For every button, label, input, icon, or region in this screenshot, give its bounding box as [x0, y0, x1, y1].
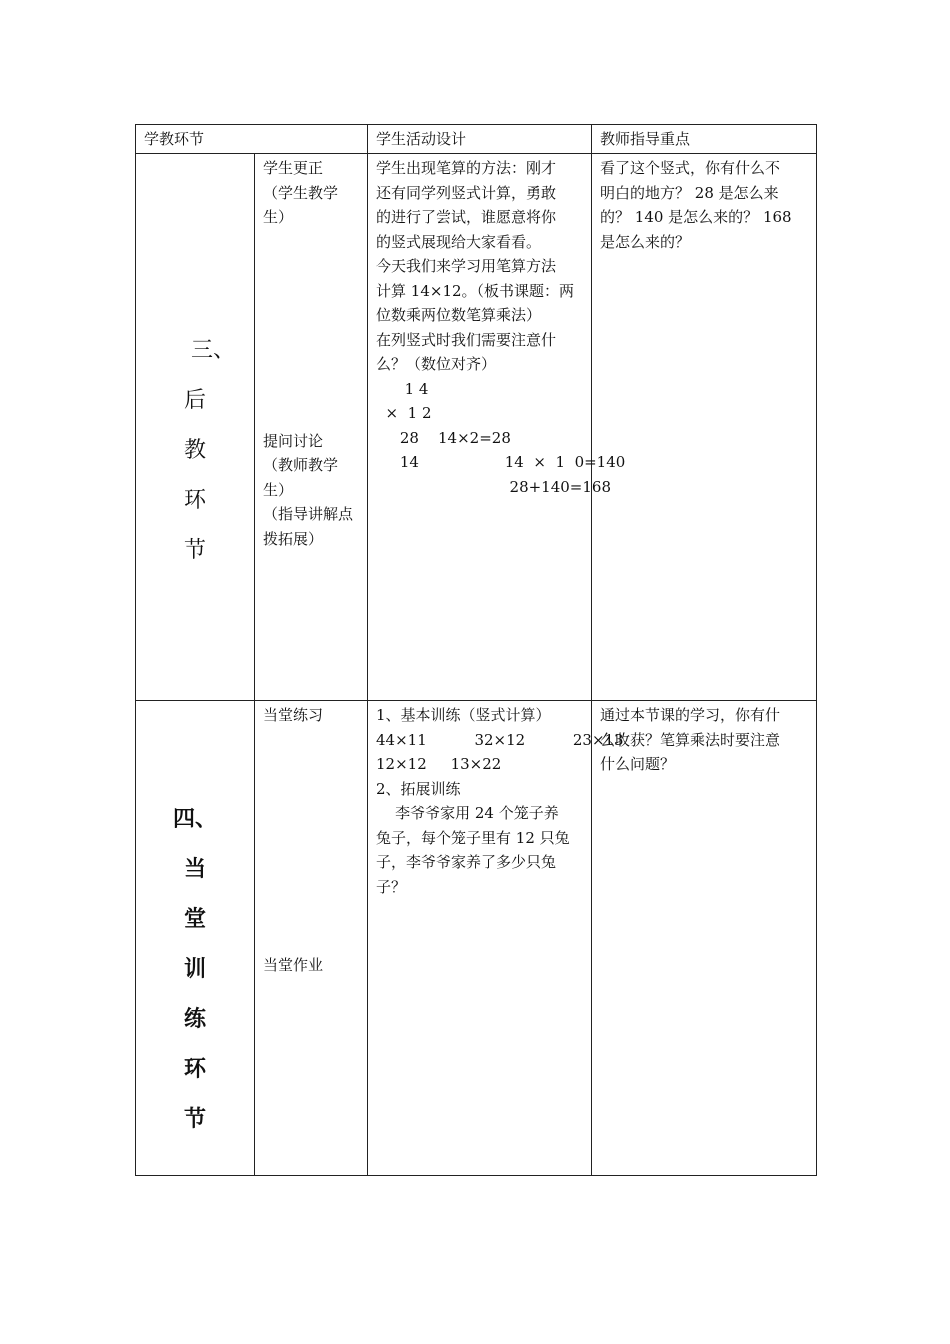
- section4-step2: 当堂作业: [263, 955, 324, 974]
- activity-line: 么？（数位对齐）: [376, 355, 497, 373]
- activity-line: 李爷爷家用 24 个笼子养: [376, 804, 559, 822]
- section3-steps-cell: [255, 154, 368, 701]
- section4-title-char: 环: [183, 1057, 206, 1082]
- section4-title-char: 练: [183, 1007, 206, 1032]
- section4-row: [136, 701, 817, 1176]
- section4-title-char: 四、: [172, 807, 217, 832]
- guidance-line: 明白的地方？ 28 是怎么来: [600, 183, 779, 202]
- section4-title-char: 节: [183, 1107, 206, 1132]
- section4-guidance-cell: [592, 701, 817, 1176]
- section3-title-cell: [136, 154, 255, 701]
- activity-line: 在列竖式时我们需要注意什: [376, 330, 557, 349]
- guidance-line: 什么问题？: [600, 755, 676, 773]
- activity-line: 的进行了尝试，谁愿意将你: [376, 208, 557, 226]
- guidance-line: 通过本节课的学习，你有什: [600, 706, 781, 724]
- activity-line: 12×12 13×22: [376, 755, 502, 773]
- activity-line: 子，李爷爷家养了多少只兔: [376, 853, 557, 871]
- section4-title-char: 堂: [183, 907, 206, 932]
- section4-steps-cell: [255, 701, 368, 1176]
- vertical-calc-line: 28+140=168: [376, 477, 612, 496]
- guidance-line: 么收获？笔算乘法时要注意: [600, 730, 781, 749]
- spacer: [263, 728, 359, 953]
- section3-title-char: 三、: [190, 338, 235, 363]
- activity-line: 2、拓展训练: [376, 779, 461, 798]
- section3-title-char: 后: [183, 388, 206, 413]
- section3-step1-line: 学生更正: [263, 159, 324, 177]
- section3-step2-line: （指导讲解点: [263, 505, 354, 523]
- spacer: [263, 230, 359, 429]
- section4-title: [144, 795, 246, 1145]
- section3-title-char: 节: [183, 538, 206, 563]
- guidance-line: 的？ 140 是怎么来的？ 168: [600, 208, 792, 226]
- section3-step2-line: 提问讨论: [263, 431, 324, 450]
- section3-guidance-cell: [592, 154, 817, 701]
- activity-line: 今天我们来学习用笔算方法: [376, 257, 557, 275]
- vertical-calc-line: × 1 2: [376, 404, 432, 422]
- activity-line: 计算 14×12。（板书课题：两: [376, 281, 575, 300]
- vertical-calc-line: 1 4: [376, 379, 429, 398]
- activity-line: 兔子，每个笼子里有 12 只兔: [376, 828, 570, 847]
- activity-line: 位数乘两位数笔算乘法）: [376, 306, 542, 324]
- section3-title-char: 教: [183, 438, 206, 463]
- header-stage: 学教环节: [136, 125, 368, 154]
- lesson-plan-table: [135, 124, 817, 1176]
- header-row: [136, 125, 817, 154]
- guidance-line: 是怎么来的？: [600, 232, 691, 251]
- section4-step1: 当堂练习: [263, 706, 324, 724]
- section4-title-char: 当: [183, 857, 206, 882]
- section3-title: [144, 326, 246, 576]
- vertical-calc-line: 14 14 × 1 0=140: [376, 453, 626, 471]
- activity-line: 还有同学列竖式计算，勇敢: [376, 183, 557, 202]
- header-activity: 学生活动设计: [368, 125, 592, 154]
- section3-step1-line: 生）: [263, 208, 294, 226]
- section3-step1-line: （学生教学: [263, 183, 339, 202]
- activity-line: 学生出现笔算的方法：刚才: [376, 159, 557, 177]
- vertical-calc-line: 28 14×2=28: [376, 428, 511, 447]
- section3-title-char: 环: [183, 488, 206, 513]
- header-guidance: 教师指导重点: [592, 125, 817, 154]
- section3-row: [136, 154, 817, 701]
- activity-line: 子？: [376, 877, 407, 896]
- activity-line: 1、基本训练（竖式计算）: [376, 706, 551, 724]
- section3-step2-line: （教师教学: [263, 456, 339, 474]
- activity-line: 的竖式展现给大家看看。: [376, 232, 542, 251]
- section3-activity-cell: [368, 154, 626, 701]
- section3-step2-line: 生）: [263, 480, 294, 499]
- activity-line: 44×11 32×12 23×13: [376, 730, 624, 749]
- section4-activity-cell: [368, 701, 624, 1176]
- section4-title-cell: [136, 701, 255, 1176]
- section4-title-char: 训: [183, 957, 206, 982]
- section3-step2-line: 拨拓展）: [263, 529, 324, 548]
- guidance-line: 看了这个竖式，你有什么不: [600, 159, 781, 177]
